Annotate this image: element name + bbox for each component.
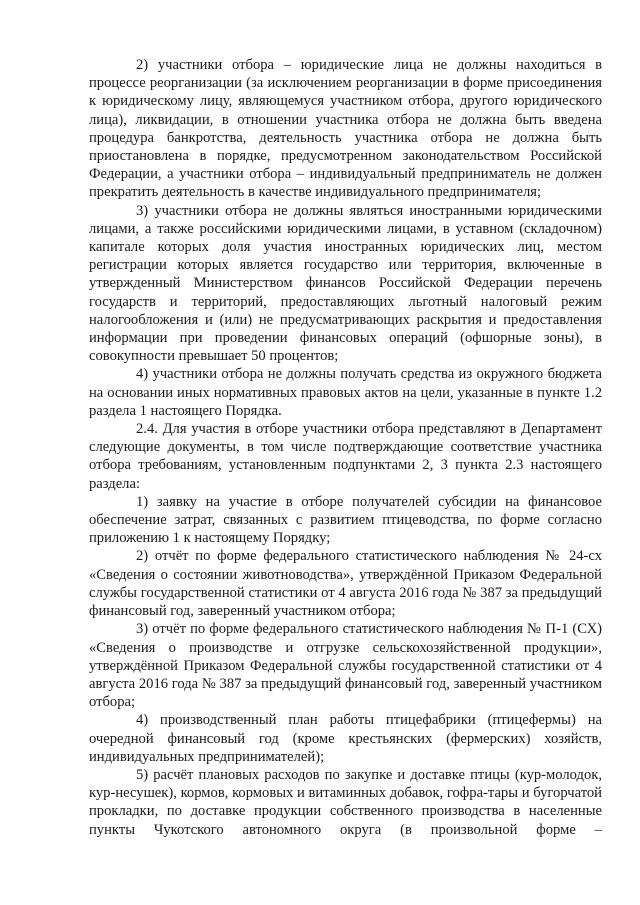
paragraph-2-3-item-3: 3) участники отбора не должны являться иностранными юридическими лицами, а также российскими юридическими лицами, в уставном (складочном) капитале которых доля участия иностранных юридических лиц, местом регистрации которых является государство или территория, включенные в утвержденный Министерством финансов Российской Федерации перечень государств и территорий, предоставляющих льготный налоговый режим налогообложения и (или) не предусматривающих раскрытия и предоставления информации при проведении финансовых операций (офшорные зоны), в совокупности превышает 50 процентов; — [89, 202, 602, 365]
paragraph-2-4-item-5: 5) расчёт плановых расходов по закупке и доставке птицы (кур-молодок, кур-несушек), кормов, кормовых и витаминных добавок, гофра-тары и бугорчатой прокладки, по доставке продукции собственного производства в населенные пункты Чукотского автономного округа (в произвольной форме – — [89, 766, 602, 838]
paragraph-2-4-item-1: 1) заявку на участие в отборе получателей субсидии на финансовое обеспечение затрат, связанных с развитием птицеводства, по форме согласно приложению 1 к настоящему Порядку; — [89, 493, 602, 547]
paragraph-2-4-item-2: 2) отчёт по форме федерального статистического наблюдения № 24-сх «Сведения о состоянии животноводства», утверждённой Приказом Федеральной службы государственной статистики от 4 августа 2016 года № 387 за предыдущий финансовый год, заверенный участником отбора; — [89, 548, 602, 620]
document-body — [89, 56, 602, 839]
paragraph-2-4-intro: 2.4. Для участия в отборе участники отбора представляют в Департамент следующие документы, в том числе подтверждающие соответствие участника отбора требованиям, установленным подпунктами 2, 3 пункта 2.3 настоящего раздела: — [89, 421, 602, 492]
paragraph-2-3-item-2: 2) участники отбора – юридические лица не должны находиться в процессе реорганизации (за исключением реорганизации в форме присоединения к юридическому лицу, являющемуся участником отбора, другого юридического лица), ликвидации, в отношении участника отбора не должна быть введена процедура банкротства, деятельность участника отбора не должна быть приостановлена в порядке, предусмотренном законодательством Российской Федерации, а участники отбора – индивидуальный предприниматель не должен прекратить деятельность в качестве индивидуального предпринимателя; — [89, 57, 602, 201]
paragraph-2-4-item-3: 3) отчёт по форме федерального статистического наблюдения № П-1 (СХ) «Сведения о производстве и отгрузке сельскохозяйственной продукции», утверждённой Приказом Федеральной службы государственной статистики от 4 августа 2016 года № 387 за предыдущий финансовый год, заверенный участником отбора; — [89, 621, 602, 711]
paragraph-2-4-item-4: 4) производственный план работы птицефабрики (птицефермы) на очередной финансовый год (кроме крестьянских (фермерских) хозяйств, индивидуальных предпринимателей); — [89, 712, 602, 765]
paragraph-2-3-item-4: 4) участники отбора не должны получать средства из окружного бюджета на основании иных нормативных правовых актов на цели, указанные в пункте 1.2 раздела 1 настоящего Порядка. — [89, 366, 602, 419]
